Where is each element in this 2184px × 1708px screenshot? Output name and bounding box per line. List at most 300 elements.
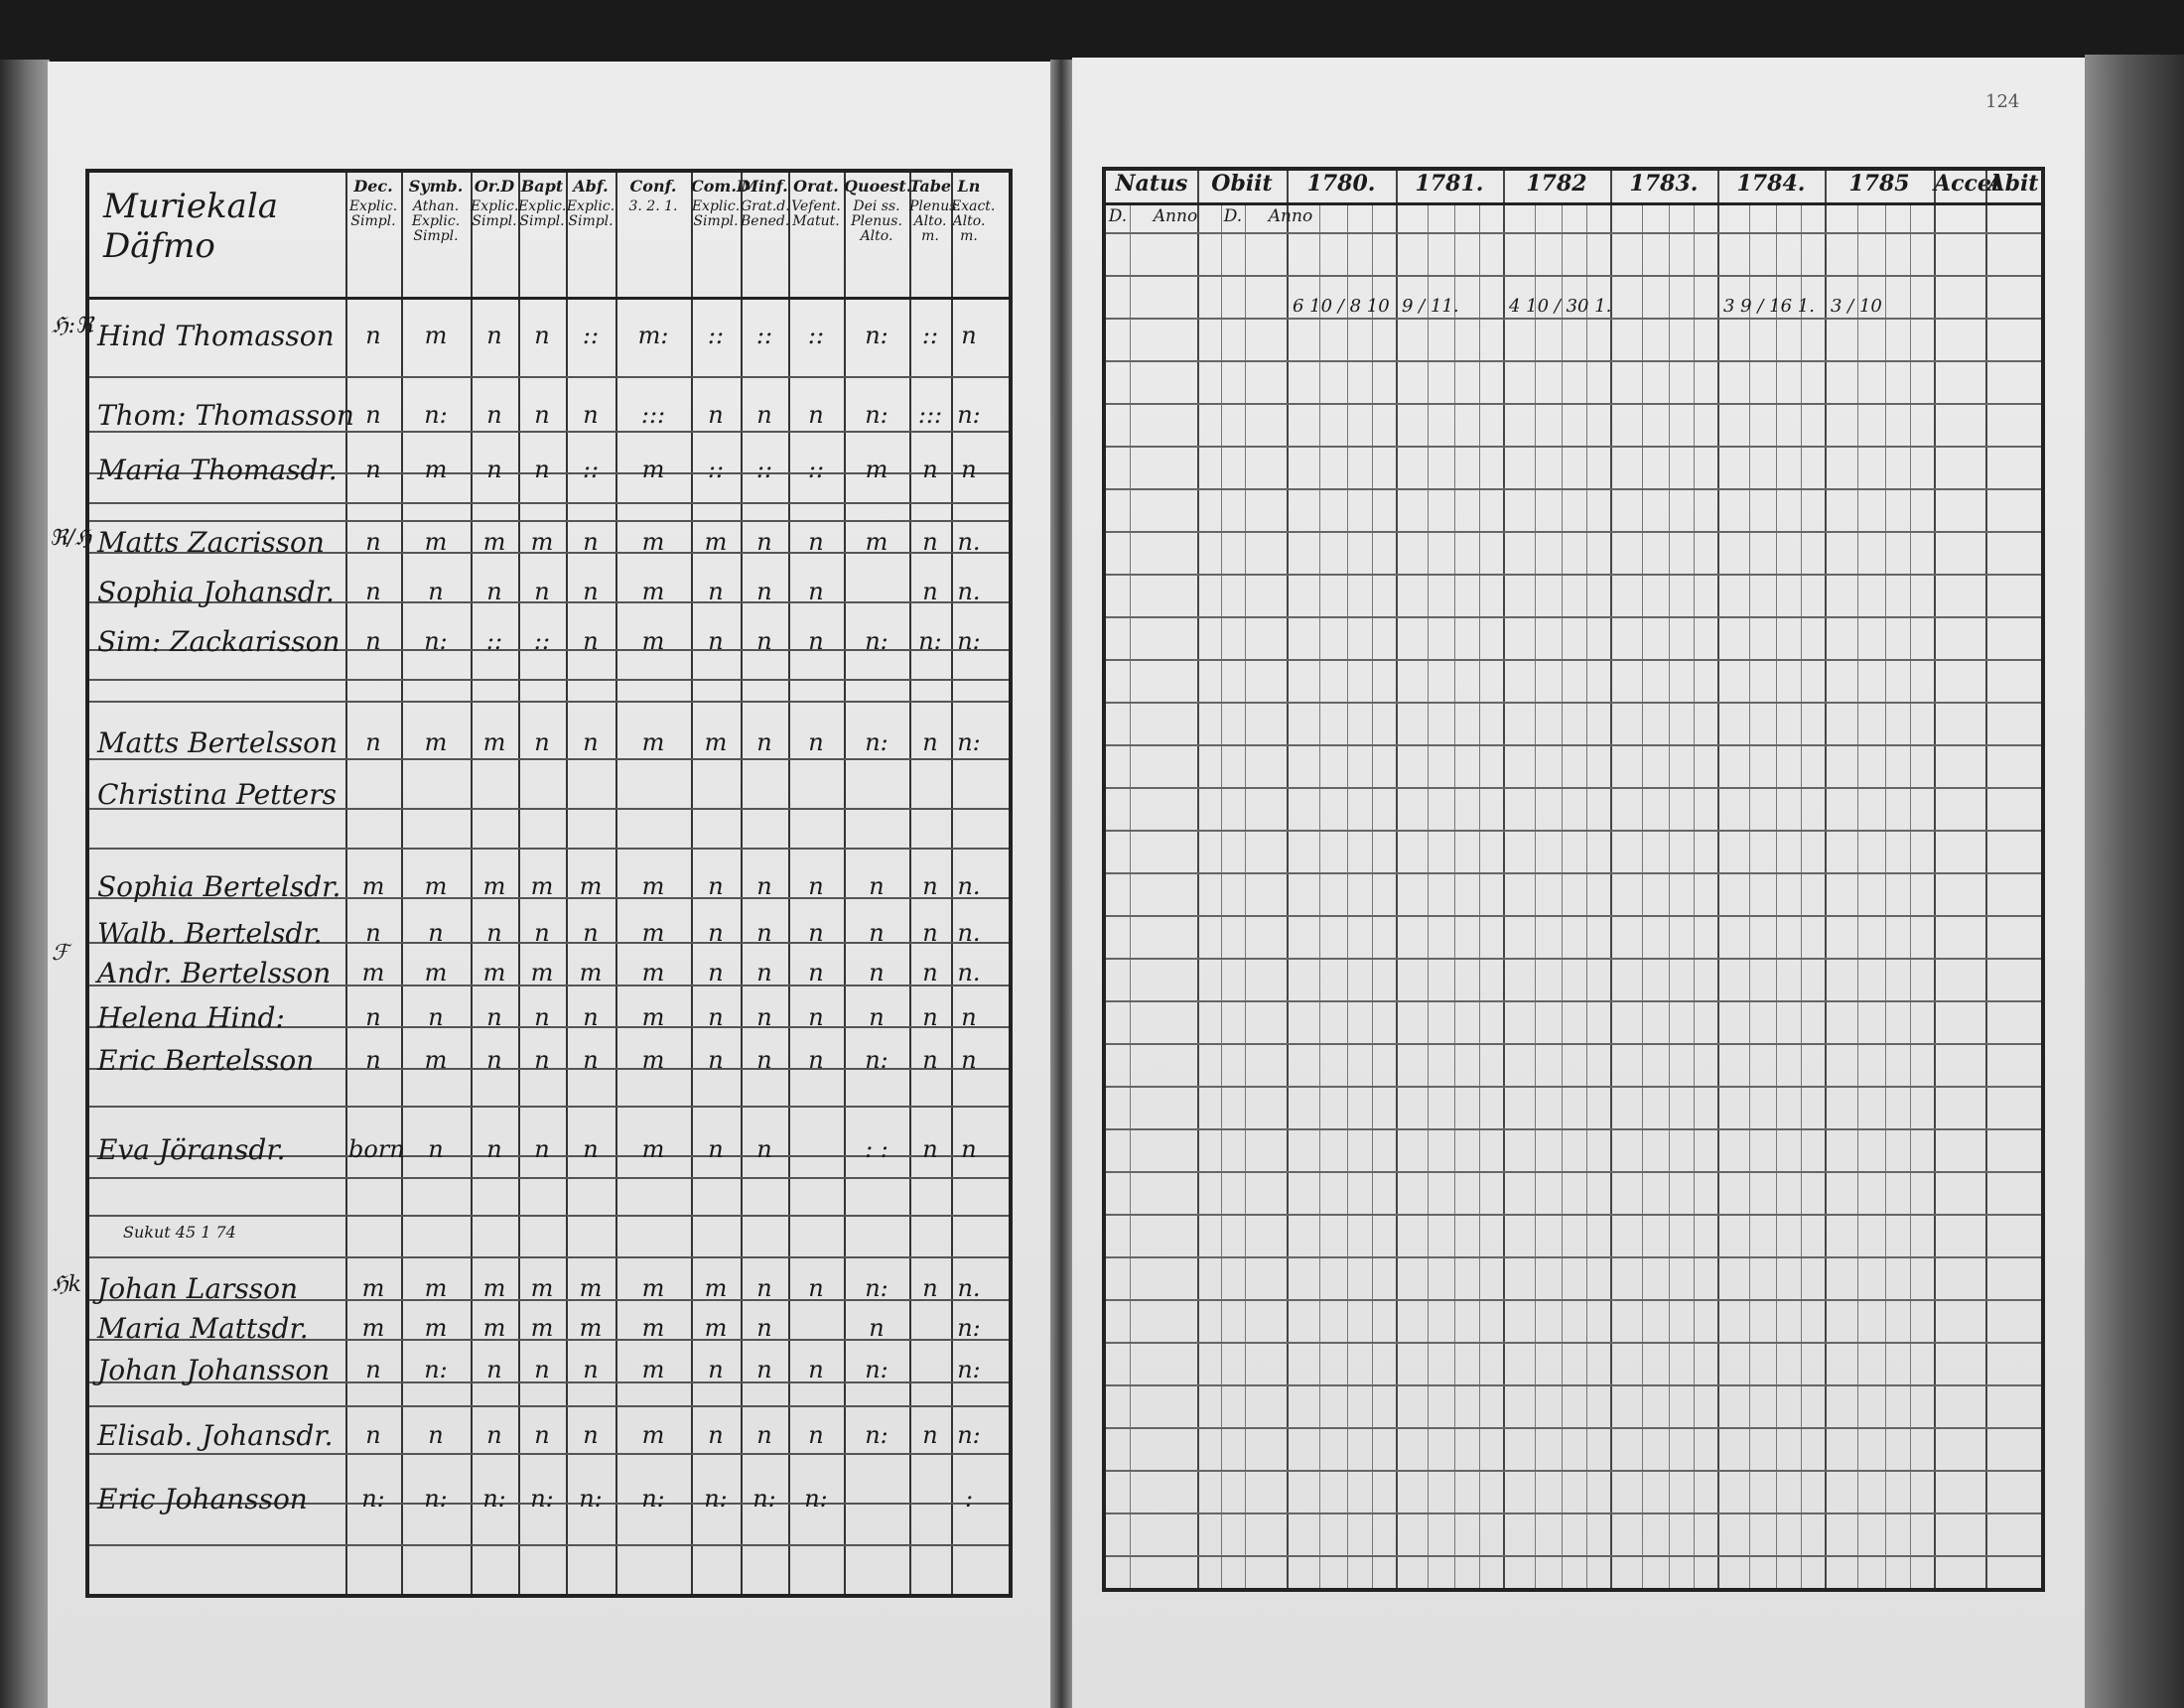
knowledge-mark: m: [530, 872, 554, 900]
column-header-sublabel: Plenus. Alto. m.: [909, 198, 961, 244]
column-divider: [1717, 171, 1719, 1588]
ruled-line: [1106, 659, 2041, 661]
ruled-line: [1106, 1427, 2041, 1429]
knowledge-mark: n:: [530, 1485, 554, 1512]
ruled-line: [89, 1256, 1009, 1258]
sub-column-divider: [1221, 204, 1222, 1588]
ruled-line: [1106, 616, 2041, 618]
column-header-label: Orat.: [793, 177, 839, 196]
sub-column-divider: [1910, 204, 1911, 1588]
knowledge-mark: n:: [804, 1485, 828, 1512]
knowledge-mark: m: [641, 1003, 665, 1031]
ruled-line: [1106, 232, 2041, 234]
knowledge-mark: n: [365, 1421, 381, 1449]
column-divider: [1934, 171, 1936, 1588]
knowledge-mark: n:: [865, 401, 888, 429]
ruled-line: [89, 848, 1009, 850]
knowledge-mark: n: [365, 1356, 381, 1383]
ruled-line: [1106, 318, 2041, 320]
ruled-line: [89, 502, 1009, 504]
year-header: 1780.: [1306, 171, 1376, 197]
knowledge-mark: n: [708, 627, 724, 655]
column-header: [741, 173, 788, 297]
year-entry: 9 / 11.: [1402, 296, 1459, 317]
knowledge-mark: ::: [755, 322, 773, 349]
knowledge-mark: n:: [957, 627, 981, 655]
knowledge-mark: n: [365, 456, 381, 483]
ruled-line: [1106, 360, 2041, 362]
knowledge-mark: n: [365, 322, 381, 349]
ruled-line: [1106, 275, 2041, 277]
knowledge-mark: ::: [807, 456, 825, 483]
sub-column-divider: [1669, 204, 1670, 1588]
column-header: [951, 173, 996, 297]
knowledge-mark: n: [869, 959, 885, 986]
movement-register-table: [1102, 167, 2045, 1592]
knowledge-mark: n: [534, 1003, 550, 1031]
knowledge-mark: m: [482, 1314, 506, 1342]
page-number: 124: [1985, 91, 2020, 112]
knowledge-mark: n: [756, 919, 772, 947]
knowledge-mark: n: [708, 872, 724, 900]
knowledge-mark: n: [486, 1046, 502, 1074]
knowledge-mark: n: [486, 919, 502, 947]
sub-column-divider: [1801, 204, 1802, 1588]
ruled-line: [1106, 403, 2041, 405]
ruled-line: [89, 1544, 1009, 1546]
sub-column-divider: [1857, 204, 1858, 1588]
knowledge-mark: n: [756, 959, 772, 986]
knowledge-mark: n: [428, 1135, 444, 1163]
knowledge-mark: m: [641, 1046, 665, 1074]
knowledge-mark: n: [708, 959, 724, 986]
column-header-sublabel: Explic. Simpl.: [566, 198, 615, 229]
knowledge-mark: n: [756, 728, 772, 756]
parish-title: [103, 187, 278, 266]
ruled-line: [1106, 1214, 2041, 1216]
column-divider: [1197, 171, 1199, 1588]
knowledge-mark: ::: [582, 456, 600, 483]
knowledge-mark: n: [428, 919, 444, 947]
column-header-label: Minf.: [741, 177, 788, 196]
knowledge-mark: n: [365, 919, 381, 947]
knowledge-mark: n: [534, 456, 550, 483]
sub-column-divider: [1885, 204, 1886, 1588]
knowledge-mark: : :: [865, 1135, 888, 1163]
year-entry: 3 9 / 16 1.: [1723, 296, 1815, 317]
person-name: Christina Petters: [97, 778, 337, 811]
year-header: 1781.: [1415, 171, 1484, 197]
knowledge-mark: n: [756, 1314, 772, 1342]
knowledge-mark: n: [534, 401, 550, 429]
knowledge-mark: m: [641, 872, 665, 900]
column-header-label: Quoest.: [844, 177, 912, 196]
knowledge-mark: n: [869, 1314, 885, 1342]
knowledge-mark: n: [756, 1135, 772, 1163]
sub-column-divider: [1776, 204, 1777, 1588]
knowledge-mark: n: [583, 627, 599, 655]
knowledge-mark: n: [365, 528, 381, 556]
knowledge-mark: n: [756, 401, 772, 429]
knowledge-mark: n: [583, 1003, 599, 1031]
column-header: [345, 173, 401, 297]
knowledge-mark: n: [534, 1135, 550, 1163]
ruled-line: [1106, 702, 2041, 704]
knowledge-mark: n: [486, 456, 502, 483]
ruled-line: [1106, 872, 2041, 874]
knowledge-mark: n: [808, 528, 824, 556]
column-header-label: Conf.: [629, 177, 677, 196]
parish-title-line1: Muriekala: [103, 187, 278, 226]
person-name: Sim: Zackarisson: [97, 625, 341, 658]
sub-column-divider: [1642, 204, 1643, 1588]
ruled-line: [89, 1215, 1009, 1217]
knowledge-mark: :::: [640, 401, 666, 429]
ruled-line: [1106, 1128, 2041, 1130]
column-header-label: Bapt: [520, 177, 564, 196]
knowledge-mark: n:: [865, 1356, 888, 1383]
knowledge-mark: n:: [752, 1485, 776, 1512]
knowledge-mark: n: [922, 1274, 938, 1302]
knowledge-mark: n: [869, 919, 885, 947]
knowledge-mark: n: [534, 578, 550, 605]
book-gutter: [1050, 60, 1072, 1708]
column-header-sublabel: Vefent. Matut.: [791, 198, 841, 229]
knowledge-mark: n: [808, 1274, 824, 1302]
column-header: [788, 173, 844, 297]
column-header-sublabel: Explic. Simpl.: [471, 198, 519, 229]
knowledge-mark: ::: [707, 456, 725, 483]
ruled-line: [1106, 787, 2041, 789]
margin-note: ℜ/ℌ: [50, 526, 91, 551]
year-header: 1783.: [1629, 171, 1699, 197]
ruled-line: [1106, 1299, 2041, 1301]
column-divider: [1610, 171, 1612, 1588]
column-header: [844, 173, 912, 297]
knowledge-mark: :: [964, 1485, 974, 1512]
knowledge-mark: m: [641, 728, 665, 756]
knowledge-mark: m: [482, 528, 506, 556]
column-divider: [1825, 171, 1827, 1588]
knowledge-mark: n.: [957, 872, 981, 900]
knowledge-mark: n: [365, 1046, 381, 1074]
knowledge-mark: n: [922, 959, 938, 986]
margin-note: ℌk: [52, 1272, 81, 1297]
year-entry: 4 10 / 30 1.: [1509, 296, 1612, 317]
knowledge-mark: n: [756, 528, 772, 556]
knowledge-mark: n:: [865, 627, 888, 655]
knowledge-mark: ::: [755, 456, 773, 483]
knowledge-mark: m: [641, 578, 665, 605]
knowledge-mark: m: [641, 1135, 665, 1163]
knowledge-mark: n: [708, 1356, 724, 1383]
sukut-note: Sukut 45 1 74: [123, 1223, 236, 1242]
knowledge-mark: n: [428, 1421, 444, 1449]
knowledge-mark: n: [708, 919, 724, 947]
column-header-label: Ln: [957, 177, 981, 196]
person-name: Maria Mattsdr.: [97, 1312, 309, 1345]
person-name: Maria Thomasdr.: [97, 454, 338, 486]
knowledge-mark: n: [756, 1003, 772, 1031]
knowledge-mark: m: [865, 528, 888, 556]
column-header: [471, 173, 518, 297]
knowledge-mark: n: [583, 1135, 599, 1163]
person-name: Matts Bertelsson: [97, 726, 339, 759]
year-entry: 6 10 / 8 10: [1293, 296, 1390, 317]
header-border: [1106, 202, 2041, 205]
person-name: Johan Johansson: [97, 1354, 331, 1386]
ruled-line: [1106, 488, 2041, 490]
knowledge-mark: n:: [424, 627, 448, 655]
sub-column-divider: [1535, 204, 1536, 1588]
knowledge-mark: n: [583, 1356, 599, 1383]
column-header: [691, 173, 751, 297]
right-book-edge: [2085, 55, 2184, 1708]
knowledge-mark: m: [530, 959, 554, 986]
knowledge-mark: n.: [957, 578, 981, 605]
knowledge-mark: n: [365, 1003, 381, 1031]
knowledge-mark: ::: [533, 627, 551, 655]
knowledge-mark: m: [641, 1314, 665, 1342]
sub-header: Anno: [1153, 206, 1198, 226]
column-divider: [1503, 171, 1505, 1588]
ruled-line: [1106, 1256, 2041, 1258]
knowledge-mark: n: [708, 578, 724, 605]
column-header-sublabel: Grat.d. Bened.: [741, 198, 790, 229]
knowledge-mark: n: [922, 528, 938, 556]
knowledge-mark: n:: [957, 1314, 981, 1342]
person-name: Elisab. Johansdr.: [97, 1419, 334, 1452]
knowledge-mark: m: [530, 528, 554, 556]
knowledge-mark: n:: [641, 1485, 665, 1512]
sub-header: D.: [1108, 206, 1128, 226]
year-header: Natus: [1115, 171, 1188, 197]
knowledge-mark: n: [756, 872, 772, 900]
knowledge-mark: n: [365, 728, 381, 756]
knowledge-mark: n: [756, 627, 772, 655]
person-name: Eric Johansson: [97, 1483, 308, 1515]
person-name: Andr. Bertelsson: [97, 957, 332, 989]
year-header: Obiit: [1211, 171, 1273, 197]
knowledge-mark: n: [365, 627, 381, 655]
knowledge-mark: n: [808, 1421, 824, 1449]
knowledge-mark: m: [641, 528, 665, 556]
knowledge-mark: n: [583, 919, 599, 947]
knowledge-mark: ::: [807, 322, 825, 349]
knowledge-mark: m: [641, 959, 665, 986]
ruled-line: [1106, 1342, 2041, 1344]
column-header-sublabel: Athan. Explic. Simpl.: [411, 198, 461, 244]
knowledge-mark: n: [922, 1046, 938, 1074]
person-name: Johan Larsson: [97, 1272, 299, 1305]
ruled-line: [1106, 446, 2041, 448]
knowledge-mark: m: [704, 1274, 728, 1302]
knowledge-mark: m: [424, 728, 448, 756]
column-header-label: Abf.: [573, 177, 609, 196]
column-header-label: Dec.: [353, 177, 393, 196]
column-header: [909, 173, 961, 297]
column-header: [615, 173, 691, 297]
knowledge-mark: n:: [361, 1485, 385, 1512]
knowledge-mark: m: [579, 1314, 603, 1342]
person-name: Hind Thomasson: [97, 320, 335, 352]
knowledge-mark: m: [579, 959, 603, 986]
knowledge-mark: m: [530, 1274, 554, 1302]
knowledge-mark: m: [424, 322, 448, 349]
column-header: [401, 173, 471, 297]
ruled-line: [89, 1453, 1009, 1455]
person-name: Eric Bertelsson: [97, 1044, 315, 1077]
knowledge-mark: n: [756, 578, 772, 605]
knowledge-mark: n: [922, 1003, 938, 1031]
ruled-line: [1106, 1086, 2041, 1088]
sub-column-divider: [1694, 204, 1695, 1588]
knowledge-mark: m: [424, 959, 448, 986]
column-divider: [1985, 171, 1987, 1588]
knowledge-mark: n: [961, 1046, 977, 1074]
ruled-line: [1106, 1043, 2041, 1045]
year-header: Accel: [1934, 171, 2000, 197]
column-header-sublabel: Exact. Alto. m.: [951, 198, 996, 244]
knowledge-mark: n: [534, 322, 550, 349]
knowledge-mark: n:: [865, 1274, 888, 1302]
knowledge-mark: m: [704, 728, 728, 756]
sub-column-divider: [1586, 204, 1587, 1588]
column-divider: [1396, 171, 1398, 1588]
person-name: Matts Zacrisson: [97, 526, 325, 559]
knowledge-mark: n: [756, 1274, 772, 1302]
knowledge-mark: n: [922, 578, 938, 605]
sub-header: Anno: [1268, 206, 1313, 226]
sub-column-divider: [1347, 204, 1348, 1588]
knowledge-mark: m: [361, 1314, 385, 1342]
knowledge-mark: n:: [865, 728, 888, 756]
knowledge-mark: n: [961, 322, 977, 349]
knowledge-mark: m: [482, 728, 506, 756]
knowledge-mark: n:: [424, 401, 448, 429]
ruled-line: [1106, 1512, 2041, 1514]
ruled-line: [1106, 1555, 2041, 1557]
knowledge-mark: m: [530, 1314, 554, 1342]
knowledge-mark: n: [708, 1046, 724, 1074]
catechism-register-table: [85, 169, 1013, 1598]
knowledge-mark: ::: [921, 322, 939, 349]
knowledge-mark: n:: [957, 728, 981, 756]
knowledge-mark: n: [961, 1003, 977, 1031]
ruled-line: [1106, 1171, 2041, 1173]
knowledge-mark: ::: [582, 322, 600, 349]
parish-title-line2: Däfmo: [103, 226, 215, 266]
knowledge-mark: m: [579, 1274, 603, 1302]
knowledge-mark: n: [534, 728, 550, 756]
knowledge-mark: m: [641, 1356, 665, 1383]
year-entry: 3 / 10: [1831, 296, 1882, 317]
knowledge-mark: m: [361, 872, 385, 900]
ruled-line: [89, 520, 1009, 522]
knowledge-mark: m: [704, 528, 728, 556]
sub-column-divider: [1428, 204, 1429, 1588]
sub-column-divider: [1245, 204, 1246, 1588]
sub-column-divider: [1749, 204, 1750, 1588]
ruled-line: [1106, 531, 2041, 533]
knowledge-mark: n: [808, 578, 824, 605]
margin-note: ℱ: [52, 941, 69, 966]
knowledge-mark: m: [704, 1314, 728, 1342]
knowledge-mark: m: [361, 959, 385, 986]
knowledge-mark: n: [869, 1003, 885, 1031]
header-border: [89, 297, 1009, 300]
ruled-line: [89, 1405, 1009, 1407]
person-name: Walb. Bertelsdr.: [97, 917, 323, 950]
knowledge-mark: n: [428, 1003, 444, 1031]
year-header: 1785: [1848, 171, 1910, 197]
column-header: [518, 173, 566, 297]
ruled-line: [1106, 744, 2041, 746]
sub-header: D.: [1223, 206, 1243, 226]
knowledge-mark: n: [961, 456, 977, 483]
knowledge-mark: m: [424, 1314, 448, 1342]
knowledge-mark: born: [348, 1135, 405, 1163]
knowledge-mark: n: [486, 322, 502, 349]
person-name: Helena Hind:: [97, 1001, 285, 1034]
ruled-line: [89, 1177, 1009, 1179]
sub-column-divider: [1130, 204, 1131, 1588]
knowledge-mark: n:: [424, 1356, 448, 1383]
knowledge-mark: m: [579, 872, 603, 900]
knowledge-mark: n: [534, 1421, 550, 1449]
column-header-label: Or.D: [474, 177, 515, 196]
knowledge-mark: n: [808, 872, 824, 900]
ruled-line: [1106, 1470, 2041, 1472]
knowledge-mark: n: [583, 1421, 599, 1449]
column-header-label: Tabe: [909, 177, 952, 196]
knowledge-mark: m: [361, 1274, 385, 1302]
sub-column-divider: [1562, 204, 1563, 1588]
knowledge-mark: :::: [917, 401, 943, 429]
knowledge-mark: n: [486, 1003, 502, 1031]
ruled-line: [1106, 915, 2041, 917]
knowledge-mark: n: [583, 728, 599, 756]
knowledge-mark: ::: [485, 627, 503, 655]
knowledge-mark: n:: [865, 1421, 888, 1449]
knowledge-mark: m:: [637, 322, 669, 349]
column-header: [566, 173, 615, 297]
knowledge-mark: n: [583, 1046, 599, 1074]
column-header-sublabel: Explic. Simpl.: [518, 198, 567, 229]
knowledge-mark: n: [869, 872, 885, 900]
column-header-sublabel: Dei ss. Plenus. Alto.: [851, 198, 902, 244]
knowledge-mark: n:: [957, 1421, 981, 1449]
knowledge-mark: m: [424, 872, 448, 900]
knowledge-mark: m: [424, 1046, 448, 1074]
column-header-label: Symb.: [408, 177, 464, 196]
column-header-sublabel: 3. 2. 1.: [628, 198, 678, 214]
knowledge-mark: m: [865, 456, 888, 483]
knowledge-mark: n: [922, 872, 938, 900]
knowledge-mark: n:: [865, 322, 888, 349]
column-header-sublabel: Explic. Simpl.: [691, 198, 741, 229]
knowledge-mark: n.: [957, 919, 981, 947]
knowledge-mark: n:: [918, 627, 942, 655]
person-name: Sophia Johansdr.: [97, 576, 335, 608]
ruled-line: [89, 701, 1009, 703]
knowledge-mark: m: [641, 627, 665, 655]
knowledge-mark: n:: [957, 1356, 981, 1383]
knowledge-mark: n: [534, 919, 550, 947]
knowledge-mark: n: [486, 1135, 502, 1163]
knowledge-mark: n: [808, 1003, 824, 1031]
column-header-sublabel: Explic. Simpl.: [348, 198, 398, 229]
